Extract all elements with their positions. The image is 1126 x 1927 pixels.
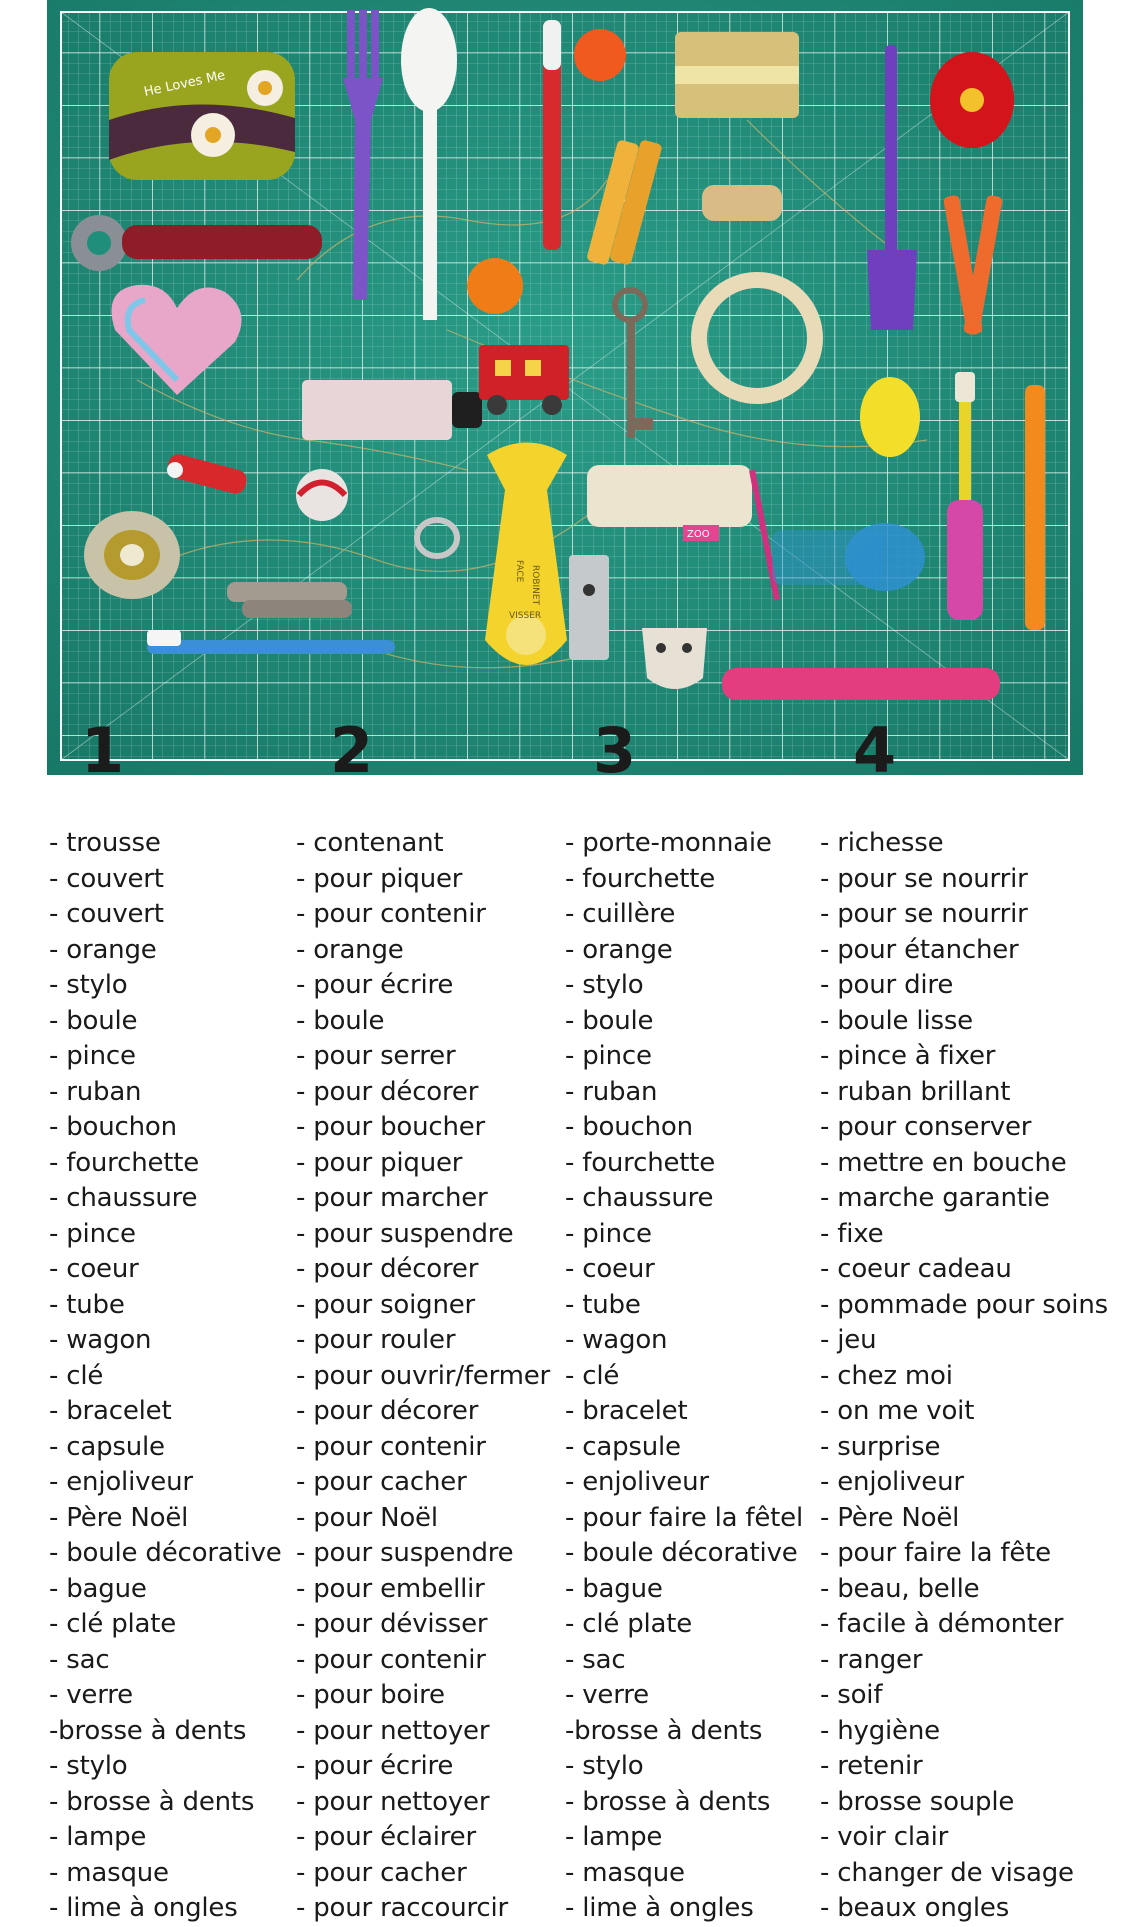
list-item: - couvert xyxy=(49,863,164,894)
list-item: - pour Noël xyxy=(296,1502,438,1533)
list-item: - fourchette xyxy=(49,1147,200,1178)
list-item: - pour décorer xyxy=(296,1076,479,1107)
list-item: - coeur xyxy=(565,1254,655,1284)
list-item: - chez moi xyxy=(820,1360,953,1391)
list-item: - wagon xyxy=(565,1325,668,1355)
flashlight xyxy=(569,555,609,660)
list-item: - pour dire xyxy=(820,970,954,1000)
list-item: - ruban xyxy=(565,1076,658,1107)
list-item: - brosse à dents xyxy=(565,1786,771,1817)
list-item: - stylo xyxy=(565,1751,644,1781)
list-item: - couvert xyxy=(49,899,164,929)
list-item: - bracelet xyxy=(49,1396,172,1426)
yellow-capsule xyxy=(860,377,920,457)
list-item: - pince xyxy=(565,1218,652,1249)
orange-ball xyxy=(467,258,523,314)
list-item: - bouchon xyxy=(49,1112,177,1142)
list-item: - porte-monnaie xyxy=(565,828,772,858)
list-item: - pour contenir xyxy=(296,899,486,929)
red-pen xyxy=(543,20,561,250)
list-item: - pour piquer xyxy=(296,863,463,894)
list-item: - pince xyxy=(49,1041,136,1071)
list-item: - lime à ongles xyxy=(49,1893,238,1923)
list-item: - stylo xyxy=(49,1751,128,1781)
list-item: - ruban xyxy=(49,1076,142,1107)
list-item: - enjoliveur xyxy=(820,1467,964,1497)
list-item: - sac xyxy=(565,1644,626,1675)
keys xyxy=(227,582,352,618)
list-item: - coeur cadeau xyxy=(820,1254,1012,1284)
list-item: - pour contenir xyxy=(296,1431,486,1462)
list-item: - changer de visage xyxy=(820,1857,1074,1888)
list-item: - beaux ongles xyxy=(820,1893,1010,1923)
list-item: - pour conserver xyxy=(820,1112,1032,1142)
list-item: - pour décorer xyxy=(296,1254,479,1284)
list-item: - clé xyxy=(49,1360,104,1391)
coin-purse xyxy=(109,52,295,180)
coin-purse-label: He Loves Me xyxy=(142,68,227,100)
list-item: - boule lisse xyxy=(820,1005,973,1036)
list-item: - boule xyxy=(565,1005,654,1036)
list-item: - pour écrire xyxy=(296,1751,454,1781)
orange-bead xyxy=(574,29,626,81)
list-item: - surprise xyxy=(820,1431,941,1462)
column-number-2: 2 xyxy=(330,714,374,775)
list-item: - Père Noël xyxy=(820,1502,960,1533)
list-item: -brosse à dents xyxy=(565,1715,763,1746)
list-item: - pour cacher xyxy=(296,1857,467,1888)
word-list-column-2 xyxy=(296,826,566,1927)
list-item: - capsule xyxy=(49,1431,165,1462)
list-item: - mettre en bouche xyxy=(820,1147,1067,1178)
list-item: - pour suspendre xyxy=(296,1218,514,1249)
list-item: - ruban brillant xyxy=(820,1076,1011,1107)
word-list-column-4 xyxy=(820,826,1108,1927)
column-number-3: 3 xyxy=(593,714,637,775)
list-item: - Père Noël xyxy=(49,1502,189,1533)
list-item: - brosse souple xyxy=(820,1786,1015,1817)
list-item: - pour ouvrir/fermer xyxy=(296,1360,551,1391)
list-item: - boule décorative xyxy=(565,1538,798,1568)
list-item: - lampe xyxy=(565,1822,663,1852)
list-item: - clé plate xyxy=(565,1609,693,1639)
column-number-1: 1 xyxy=(81,714,125,775)
list-item: - verre xyxy=(565,1680,649,1710)
word-list-column-1 xyxy=(49,826,319,1927)
list-item: - beau, belle xyxy=(820,1573,980,1604)
list-item: - pour boucher xyxy=(296,1112,486,1142)
list-item: - bague xyxy=(49,1573,147,1604)
list-item: - lampe xyxy=(49,1822,147,1852)
list-item: - pour faire la fêtel xyxy=(565,1502,803,1533)
list-item: - pommade pour soins xyxy=(820,1289,1108,1320)
list-item: - capsule xyxy=(565,1431,681,1462)
list-item: - pour se nourrir xyxy=(820,863,1028,894)
list-item: - verre xyxy=(49,1680,133,1710)
list-item: - pour boire xyxy=(296,1680,445,1710)
list-item: - pour dévisser xyxy=(296,1609,488,1639)
list-item: - fixe xyxy=(820,1218,884,1249)
list-item: - bouchon xyxy=(565,1112,693,1142)
list-item: - pour décorer xyxy=(296,1396,479,1426)
list-item: - pour nettoyer xyxy=(296,1786,490,1817)
list-item: - ranger xyxy=(820,1644,923,1675)
list-item: - pour serrer xyxy=(296,1041,456,1071)
list-item: - coeur xyxy=(49,1254,139,1284)
blue-glass xyxy=(772,523,925,591)
column-number-4: 4 xyxy=(853,714,897,775)
word-list-column-3 xyxy=(565,826,835,1927)
list-item: - pour nettoyer xyxy=(296,1715,490,1746)
wrench-label-mid: ROBINET xyxy=(530,565,540,606)
list-item: - pour suspendre xyxy=(296,1538,514,1568)
list-item: - hygiène xyxy=(820,1715,940,1746)
list-item: - bague xyxy=(565,1573,663,1604)
list-item: - on me voit xyxy=(820,1396,975,1426)
list-item: - pour embellir xyxy=(296,1573,485,1604)
list-item: - boule xyxy=(296,1005,385,1036)
list-item: - boule xyxy=(49,1005,138,1036)
list-item: - enjoliveur xyxy=(49,1467,193,1497)
list-item: - pince xyxy=(49,1218,136,1249)
list-item: - orange xyxy=(49,934,157,965)
list-item: - chaussure xyxy=(565,1183,714,1213)
gold-ribbon xyxy=(675,32,799,118)
list-item: - wagon xyxy=(49,1325,152,1355)
list-item: - masque xyxy=(565,1857,685,1888)
list-item: - marche garantie xyxy=(820,1183,1050,1213)
list-item: - trousse xyxy=(49,828,161,858)
list-item: - pour écrire xyxy=(296,970,454,1000)
list-item: - chaussure xyxy=(49,1183,198,1213)
tribal-mask xyxy=(642,628,707,689)
list-item: - cuillère xyxy=(565,899,676,929)
wrench-label-top: FACE xyxy=(514,560,524,583)
list-item: - retenir xyxy=(820,1751,923,1781)
wrench-label-bottom: VISSER xyxy=(509,611,542,621)
list-item: - pince à fixer xyxy=(820,1041,996,1071)
list-item: - fourchette xyxy=(565,1147,716,1178)
list-item: - pour faire la fête xyxy=(820,1538,1051,1568)
list-item: - fourchette xyxy=(565,863,716,894)
list-item: - richesse xyxy=(820,828,944,858)
list-item: - pour raccourcir xyxy=(296,1893,509,1923)
list-item: - pour cacher xyxy=(296,1467,467,1497)
list-item: -brosse à dents xyxy=(49,1715,247,1746)
list-item: - contenant xyxy=(296,828,444,858)
list-item: - clé xyxy=(565,1360,620,1391)
list-item: - tube xyxy=(565,1289,641,1320)
list-item: - pour étancher xyxy=(820,934,1019,965)
list-item: - clé plate xyxy=(49,1609,177,1639)
list-item: - voir clair xyxy=(820,1822,949,1852)
list-item: - pour se nourrir xyxy=(820,899,1028,929)
list-item: - boule décorative xyxy=(49,1538,282,1568)
list-item: - bracelet xyxy=(565,1396,688,1426)
list-item: - orange xyxy=(565,934,673,965)
list-item: - facile à démonter xyxy=(820,1609,1064,1639)
list-item: - enjoliveur xyxy=(565,1467,709,1497)
orange-pen xyxy=(1025,385,1045,630)
nail-file xyxy=(722,668,1000,700)
list-item: - stylo xyxy=(49,970,128,1000)
list-item: - sac xyxy=(49,1644,110,1675)
red-shoe xyxy=(930,52,1014,148)
list-item: - tube xyxy=(49,1289,125,1320)
list-item: - pour rouler xyxy=(296,1325,456,1355)
list-item: - lime à ongles xyxy=(565,1893,754,1923)
list-item: - orange xyxy=(296,934,404,965)
list-item: - jeu xyxy=(820,1325,877,1355)
list-item: - stylo xyxy=(565,970,644,1000)
list-item: - pour marcher xyxy=(296,1183,488,1213)
pouch-tag-label: ZOO xyxy=(687,529,710,540)
list-item: - brosse à dents xyxy=(49,1786,255,1817)
cork xyxy=(702,185,782,221)
list-item: - masque xyxy=(49,1857,169,1888)
list-item: - pince xyxy=(565,1041,652,1071)
objects-photo xyxy=(47,0,1083,775)
list-item: - soif xyxy=(820,1680,883,1710)
list-item: - pour soigner xyxy=(296,1289,476,1320)
hubcap xyxy=(84,511,180,599)
list-item: - pour éclairer xyxy=(296,1822,476,1852)
list-item: - pour piquer xyxy=(296,1147,463,1178)
christmas-ball xyxy=(296,469,348,521)
list-item: - pour contenir xyxy=(296,1644,486,1675)
